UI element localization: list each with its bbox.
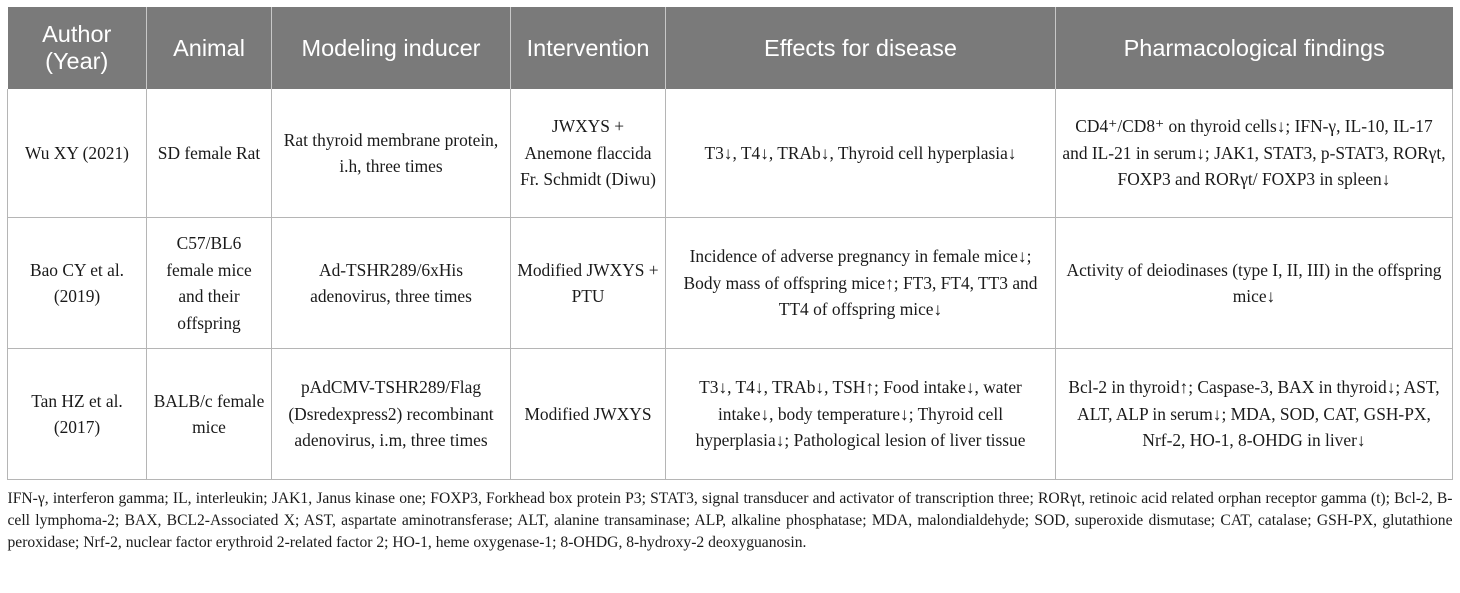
- cell-intervention: Modified JWXYS: [511, 349, 666, 480]
- studies-table: [7, 7, 1453, 554]
- table-row: [8, 349, 1453, 480]
- col-header-effects: Effects for disease: [666, 7, 1056, 89]
- header-row: [8, 7, 1453, 89]
- col-header-author: Author (Year): [8, 7, 147, 89]
- col-header-animal: Animal: [147, 7, 272, 89]
- cell-animal: SD female Rat: [147, 89, 272, 218]
- cell-animal: C57/BL6 female mice and their offspring: [147, 218, 272, 349]
- col-header-findings: Pharmacological findings: [1056, 7, 1453, 89]
- table-row: [8, 218, 1453, 349]
- table-row: [8, 89, 1453, 218]
- cell-animal: BALB/c female mice: [147, 349, 272, 480]
- col-header-modeling-inducer: Modeling inducer: [272, 7, 511, 89]
- cell-inducer: Rat thyroid membrane protein, i.h, three times: [272, 89, 511, 218]
- cell-inducer: Ad-TSHR289/6xHis adenovirus, three times: [272, 218, 511, 349]
- table-footnote: IFN-γ, interferon gamma; IL, interleukin; JAK1, Janus kinase one; FOXP3, Forkhead box protein P3; STAT3, signal transducer and activator of transcription three; RORγt, retinoic acid related orphan receptor gamma (t); Bcl-2, B-cell lymphoma-2; BAX, BCL2-Associated X; AST, aspartate aminotransferase; ALT, alanine transaminase; ALP, alkaline phosphatase; MDA, malondialdehyde; SOD, superoxide dismutase; CAT, catalase; GSH-PX, glutathione peroxidase; Nrf-2, nuclear factor erythroid 2-related factor 2; HO-1, heme oxygenase-1; 8-OHDG, 8-hydroxy-2 deoxyguanosin.: [7, 490, 1453, 551]
- cell-findings: Bcl-2 in thyroid↑; Caspase-3, BAX in thyroid↓; AST, ALT, ALP in serum↓; MDA, SOD, CAT, GSH-PX, Nrf-2, HO-1, 8-OHDG in liver↓: [1056, 349, 1453, 480]
- cell-author: Bao CY et al. (2019): [8, 218, 147, 349]
- cell-findings: Activity of deiodinases (type I, II, III) in the offspring mice↓: [1056, 218, 1453, 349]
- footnote-row: [8, 480, 1453, 555]
- cell-intervention: JWXYS + Anemone flaccida Fr. Schmidt (Diwu): [511, 89, 666, 218]
- cell-effects: Incidence of adverse pregnancy in female mice↓; Body mass of offspring mice↑; FT3, FT4, TT3 and TT4 of offspring mice↓: [666, 218, 1056, 349]
- cell-effects: T3↓, T4↓, TRAb↓, Thyroid cell hyperplasia↓: [666, 89, 1056, 218]
- col-header-intervention: Intervention: [511, 7, 666, 89]
- cell-intervention: Modified JWXYS + PTU: [511, 218, 666, 349]
- cell-author: Tan HZ et al. (2017): [8, 349, 147, 480]
- cell-findings: CD4⁺/CD8⁺ on thyroid cells↓; IFN-γ, IL-10, IL-17 and IL-21 in serum↓; JAK1, STAT3, p-STAT3, RORγt, FOXP3 and RORγt/ FOXP3 in spleen↓: [1056, 89, 1453, 218]
- cell-author: Wu XY (2021): [8, 89, 147, 218]
- cell-inducer: pAdCMV-TSHR289/Flag (Dsredexpress2) recombinant adenovirus, i.m, three times: [272, 349, 511, 480]
- cell-effects: T3↓, T4↓, TRAb↓, TSH↑; Food intake↓, water intake↓, body temperature↓; Thyroid cell hyperplasia↓; Pathological lesion of liver tissue: [666, 349, 1056, 480]
